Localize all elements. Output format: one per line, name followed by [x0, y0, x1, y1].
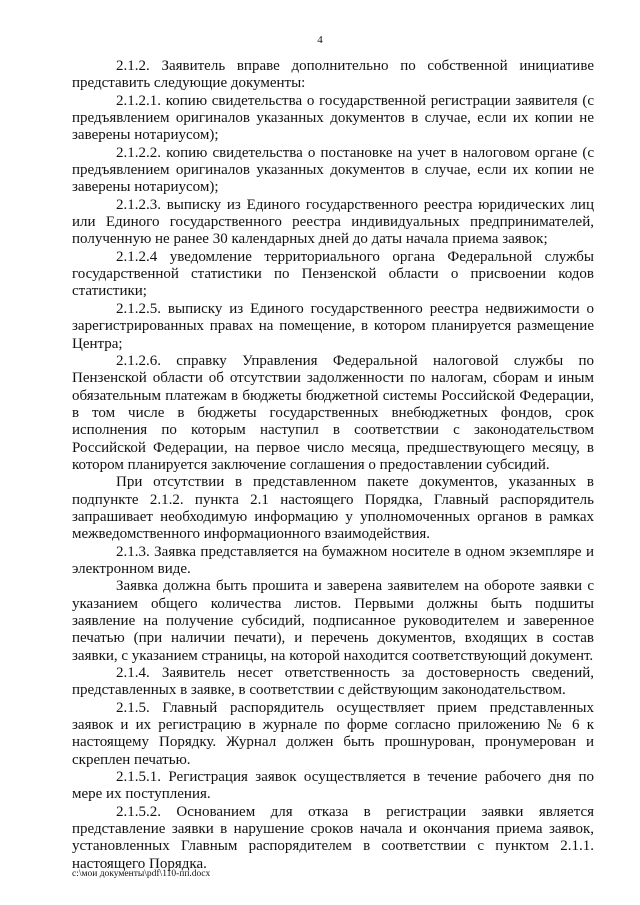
- paragraph-2-1-3: 2.1.3. Заявка представляется на бумажном носителе в одном экземпляре и электронном виде.: [72, 543, 594, 577]
- paragraph-2-1-2-4: 2.1.2.4 уведомление территориального органа Федеральной службы государственной статистики по Пензенской области о присвоении кодов статистики;: [72, 248, 594, 300]
- document-body: [72, 58, 594, 873]
- page-number: 4: [317, 34, 323, 46]
- paragraph-2-1-4: 2.1.4. Заявитель несет ответственность за достоверность сведений, представленных в заявке, в соответствии с действующим законодательством.: [72, 665, 594, 699]
- footer-file-path: c:\мои документы\pdf\110-пп.docx: [72, 869, 211, 879]
- paragraph-application-binding: Заявка должна быть прошита и заверена заявителем на обороте заявки с указанием общего количества листов. Первыми должны быть подшиты заявление на получение субсидий, подписанное руководителем и заверенное печатью (при наличии печати), и перечень документов, входящих в состав заявки, с указанием страницы, на которой находится соответствующий документ.: [72, 578, 594, 664]
- paragraph-2-1-5: 2.1.5. Главный распорядитель осуществляет прием представленных заявок и их регистрацию в журнале по форме согласно приложению № 6 к настоящему Порядку. Журнал должен быть прошнурован, пронумерован и скреплен печатью.: [72, 699, 594, 768]
- paragraph-2-1-5-2: 2.1.5.2. Основанием для отказа в регистрации заявки является представление заявки в нарушение сроков начала и окончания приема заявок, установленных Главным распорядителем в соответствии с пунктом 2.1.1. настоящего Порядка.: [72, 803, 594, 872]
- paragraph-2-1-2-5: 2.1.2.5. выписку из Единого государственного реестра недвижимости о зарегистрированных правах на помещение, в котором планируется размещение Центра;: [72, 300, 594, 352]
- paragraph-2-1-5-1: 2.1.5.1. Регистрация заявок осуществляется в течение рабочего дня по мере их поступления.: [72, 769, 594, 803]
- paragraph-2-1-2: 2.1.2. Заявитель вправе дополнительно по собственной инициативе представить следующие документы:: [72, 58, 594, 92]
- paragraph-2-1-2-2: 2.1.2.2. копию свидетельства о постановке на учет в налоговом органе (с предъявлением оригиналов указанных документов в случае, если их копии не заверены нотариусом);: [72, 144, 594, 196]
- paragraph-2-1-2-1: 2.1.2.1. копию свидетельства о государственной регистрации заявителя (с предъявлением оригиналов указанных документов в случае, если их копии не заверены нотариусом);: [72, 92, 594, 144]
- paragraph-2-1-2-3: 2.1.2.3. выписку из Единого государственного реестра юридических лиц или Единого государственного реестра индивидуальных предпринимателей, полученную не ранее 30 календарных дней до даты начала приема заявок;: [72, 196, 594, 248]
- paragraph-2-1-2-6: 2.1.2.6. справку Управления Федеральной налоговой службы по Пензенской области об отсутствии задолженности по налогам, сборам и иным обязательным платежам в бюджеты бюджетной системы Российской Федерации, в том числе в бюджеты государственных внебюджетных фондов, срок исполнения по которым наступил в соответствии с законодательством Российской Федерации, на первое число месяца, предшествующего месяцу, в котором планируется заключение соглашения о предоставлении субсидий.: [72, 352, 594, 473]
- paragraph-absence-documents: При отсутствии в представленном пакете документов, указанных в подпункте 2.1.2. пункта 2.1 настоящего Порядка, Главный распорядитель запрашивает необходимую информацию у уполномоченных органов в рамках межведомственного информационного взаимодействия.: [72, 474, 594, 543]
